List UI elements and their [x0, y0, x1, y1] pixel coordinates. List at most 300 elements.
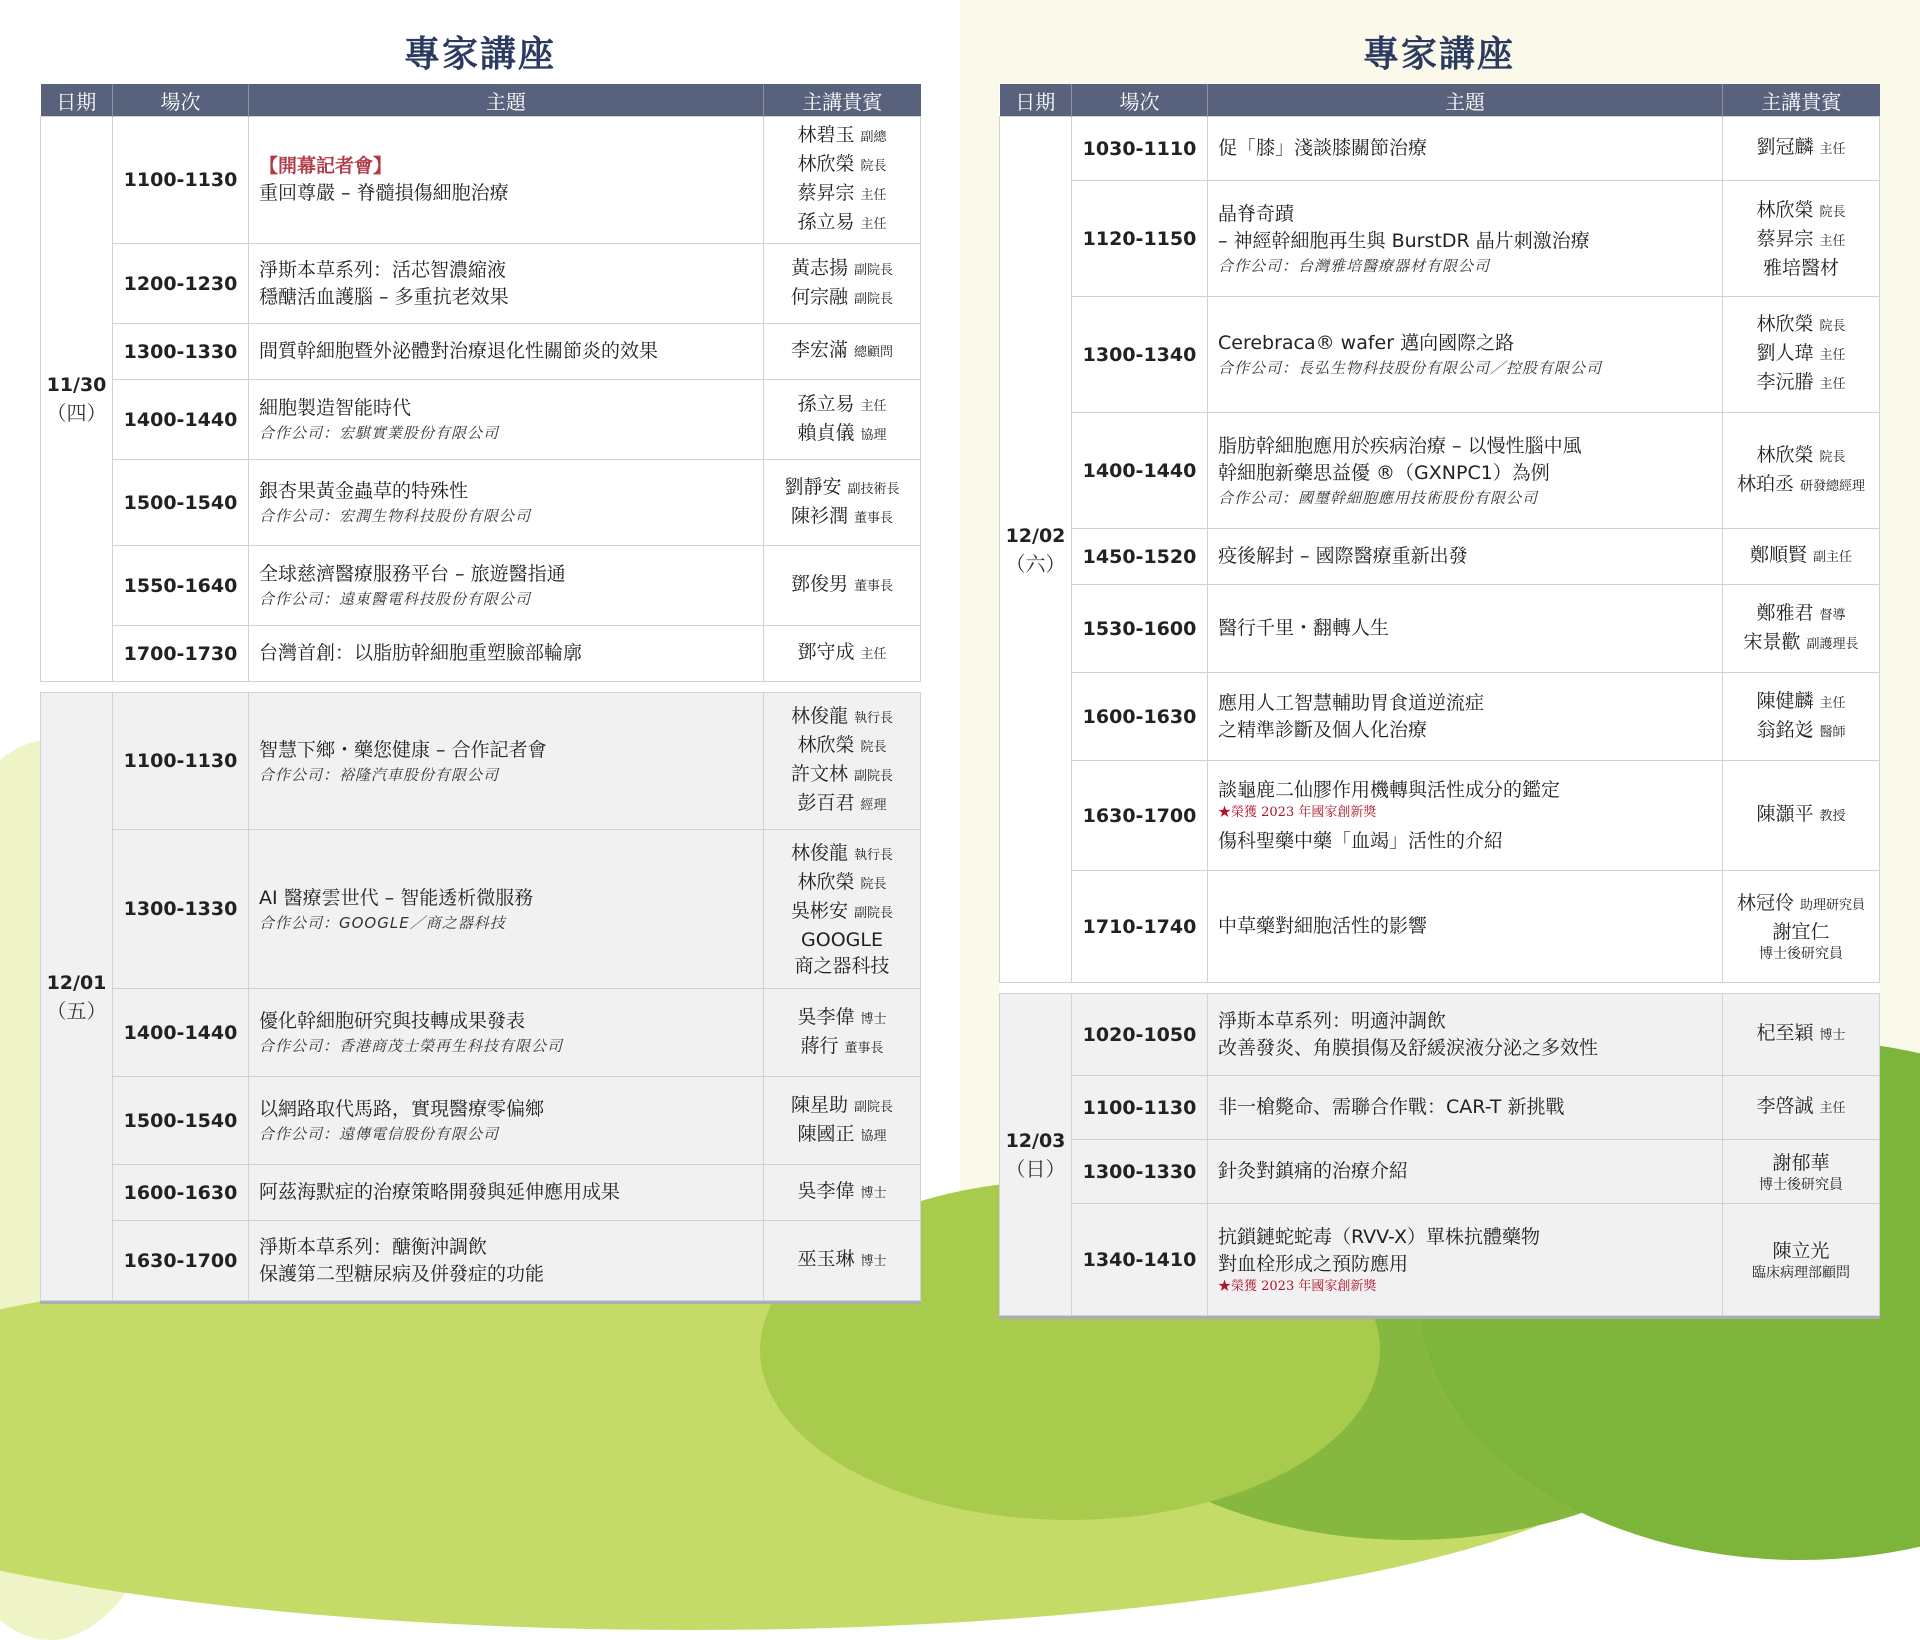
speaker-name: 劉冠麟: [1756, 136, 1814, 158]
topic-cell: [249, 460, 764, 546]
speaker-name: 林碧玉: [797, 124, 855, 146]
speaker: [768, 790, 916, 819]
speaker-name: 黃志揚: [790, 256, 848, 279]
partner-company: 合作公司：宏潤生物科技股份有限公司: [259, 507, 532, 525]
topic-line: 智慧下鄉・藥您健康 – 合作記者會: [259, 738, 547, 761]
header-topic: 主題: [249, 84, 764, 117]
partner-company: 合作公司：長弘生物科技股份有限公司／控股有限公司: [1218, 359, 1603, 377]
speaker: [1727, 717, 1875, 746]
speaker-name: 李沅膡: [1756, 371, 1814, 393]
speaker-title: 副院長: [854, 769, 894, 784]
topic-cell: [1208, 117, 1723, 181]
speaker: [768, 1004, 916, 1033]
topic-cell: [1208, 529, 1723, 585]
session-time: 1600-1630: [1072, 673, 1208, 761]
speaker-name: 陳灝平: [1756, 803, 1814, 825]
speaker-name: 鄧守成: [797, 641, 855, 663]
partner-company: 合作公司：國璽幹細胞應用技術股份有限公司: [1218, 488, 1539, 507]
day-separator-cell: [1000, 983, 1880, 994]
speaker: [1727, 688, 1875, 717]
topic-line: 應用人工智慧輔助胃食道逆流症: [1218, 691, 1485, 714]
speaker-name: 商之器科技: [794, 954, 890, 977]
topic-cell: [1208, 413, 1723, 529]
table-header-row: [1000, 84, 1880, 117]
table-row: [41, 989, 921, 1077]
speaker-cell: [1723, 1140, 1880, 1204]
speaker-cell: [764, 546, 921, 626]
speaker-cell: [764, 830, 921, 989]
table-row: [1000, 297, 1880, 413]
table-row: [41, 830, 921, 989]
right-page-title: 專家講座: [1362, 34, 1515, 75]
speaker: [768, 1121, 916, 1150]
day-separator: [1000, 983, 1880, 994]
topic-line: 淨斯本草系列：醣衡沖調飲: [259, 1235, 488, 1258]
speaker: [1727, 369, 1875, 398]
speaker-cell: [764, 693, 921, 830]
partner-company: 合作公司：台灣雅培醫療器材有限公司: [1218, 256, 1491, 275]
speaker-title: 博士: [1819, 1028, 1846, 1043]
speaker: [768, 840, 916, 869]
session-time: 1030-1110: [1072, 117, 1208, 181]
speaker: [1727, 600, 1875, 629]
speaker-title: 總顧問: [854, 345, 894, 360]
speaker-name: 巫玉琳: [797, 1248, 855, 1270]
speaker-title: 主任: [1819, 1101, 1846, 1116]
speaker: [768, 869, 916, 898]
date-cell: [1000, 117, 1072, 983]
session-time: 1710-1740: [1072, 871, 1208, 983]
speaker-title: 協理: [860, 1128, 887, 1144]
session-time: 1400-1440: [1072, 413, 1208, 529]
speaker-note: 博士後研究員: [1759, 946, 1843, 962]
speaker-cell: [764, 1077, 921, 1165]
topic-line: 優化幹細胞研究與技轉成果發表: [259, 1010, 526, 1032]
session-time: 1500-1540: [113, 460, 249, 546]
topic-cell: [249, 324, 764, 380]
speaker-title: 主任: [860, 647, 887, 662]
speaker-cell: [1723, 529, 1880, 585]
speaker: [768, 337, 916, 366]
session-time: 1530-1600: [1072, 585, 1208, 673]
table-row: [41, 460, 921, 546]
topic-line: 傷科聖藥中藥「血竭」活性的介紹: [1218, 829, 1504, 852]
speaker: [768, 420, 916, 449]
speaker-cell: [1723, 1076, 1880, 1140]
speaker-title: 主任: [860, 398, 887, 414]
speaker-cell: [1723, 181, 1880, 297]
speaker-title: 研發總經理: [1800, 478, 1866, 494]
table-row: [41, 626, 921, 682]
speaker: [768, 639, 916, 668]
speaker: [1727, 890, 1875, 919]
speaker-name: 蔣行: [800, 1034, 839, 1057]
award-note: ★榮獲 2023 年國家創新獎: [1218, 1278, 1377, 1294]
speaker-name: 林欣榮: [1756, 313, 1814, 335]
partner-company: 合作公司：香港商茂士榮再生科技有限公司: [259, 1037, 564, 1055]
speaker-name: 陳星助: [790, 1093, 848, 1116]
topic-line: 銀杏果黃金蟲草的特殊性: [259, 480, 469, 502]
topic-cell: [1208, 761, 1723, 871]
speaker: [1727, 1020, 1875, 1049]
speaker: [768, 703, 916, 732]
speaker-title: 董事長: [854, 510, 894, 526]
speaker-cell: [1723, 585, 1880, 673]
topic-line: 全球慈濟醫療服務平台 – 旅遊醫指通: [259, 563, 566, 585]
topic-cell: [249, 380, 764, 460]
speaker-cell: [764, 989, 921, 1077]
speaker-name: 謝郁華: [1772, 1151, 1830, 1174]
speaker-title: 助理研究員: [1800, 898, 1866, 913]
speaker: [1727, 919, 1875, 945]
speaker-title: 院長: [1819, 204, 1846, 220]
speaker-title: 主任: [860, 188, 887, 203]
table-row: [41, 380, 921, 460]
speaker-name: 林欣榮: [1756, 443, 1814, 466]
date-label: 11/30: [46, 374, 107, 396]
left-schedule-table: [40, 84, 921, 1301]
session-time: 1300-1330: [113, 830, 249, 989]
speaker-name: 鄭雅君: [1756, 601, 1814, 624]
speaker-cell: [1723, 413, 1880, 529]
topic-line: 間質幹細胞暨外泌體對治療退化性關節炎的效果: [259, 340, 659, 362]
speaker: [1727, 629, 1875, 658]
speaker-cell: [764, 117, 921, 244]
table-row: [1000, 1204, 1880, 1316]
session-time: 1700-1730: [113, 626, 249, 682]
header-speaker: 主講貴賓: [764, 84, 921, 117]
speaker-title: 董事長: [844, 1040, 884, 1056]
speaker: [768, 180, 916, 209]
speaker-title: 副主任: [1813, 550, 1853, 565]
session-time: 1400-1440: [113, 380, 249, 460]
speaker-title: 主任: [1819, 233, 1846, 249]
speaker-cell: [764, 1165, 921, 1221]
speaker-cell: [1723, 761, 1880, 871]
speaker-name: 翁銘彣: [1756, 718, 1814, 741]
speaker: [768, 391, 916, 420]
speaker-title: 博士: [860, 1011, 887, 1027]
right-schedule-table: [999, 84, 1880, 1316]
session-time: 1100-1130: [113, 693, 249, 830]
speaker-title: 院長: [1819, 449, 1846, 465]
speaker-title: 副院長: [854, 291, 894, 307]
table-row: [1000, 871, 1880, 983]
speaker-name: 蔡昇宗: [1756, 227, 1814, 250]
topic-line: 重回尊嚴 – 脊髓損傷細胞治療: [259, 182, 509, 204]
speaker-title: 副院長: [854, 1099, 894, 1115]
topic-line: 晶脊奇蹟: [1218, 202, 1295, 225]
speaker-name: 陳立光: [1772, 1239, 1830, 1262]
speaker-title: 主任: [860, 217, 887, 232]
day-separator-cell: [41, 682, 921, 693]
speaker-note: 博士後研究員: [1759, 1176, 1843, 1193]
speaker-name: 林俊龍: [790, 841, 848, 864]
speaker-name: 雅培醫材: [1762, 256, 1839, 279]
topic-line: AI 醫療雲世代 – 智能透析微服務: [259, 886, 534, 909]
topic-line: 醫行千里・翻轉人生: [1218, 617, 1390, 639]
table-row: [1000, 1140, 1880, 1204]
speaker: [768, 122, 916, 151]
topic-line: 淨斯本草系列：明適沖調飲: [1218, 1009, 1447, 1032]
left-page-title: 專家講座: [403, 34, 556, 75]
topic-cell: [1208, 297, 1723, 413]
speaker-title: 副護理長: [1806, 636, 1859, 652]
speaker: [1727, 197, 1875, 226]
topic-line: Cerebraca® wafer 邁向國際之路: [1218, 332, 1515, 354]
speaker-name: 林欣榮: [797, 734, 855, 756]
topic-cell: [249, 989, 764, 1077]
table-row: [1000, 673, 1880, 761]
topic-cell: [249, 830, 764, 989]
session-time: 1500-1540: [113, 1077, 249, 1165]
session-time: 1300-1330: [113, 324, 249, 380]
speaker-cell: [1723, 871, 1880, 983]
topic-line: 幹細胞新藥思益優 ®（GXNPC1）為例: [1218, 461, 1550, 484]
speaker-title: 院長: [1819, 319, 1846, 334]
day-of-week: （五）: [46, 998, 107, 1023]
session-time: 1300-1330: [1072, 1140, 1208, 1204]
speaker-title: 博士: [860, 1186, 887, 1201]
header-session: 場次: [113, 84, 249, 117]
speaker-name: 李啓誠: [1756, 1095, 1814, 1117]
topic-cell: [1208, 1140, 1723, 1204]
speaker-title: 副技術長: [847, 481, 900, 497]
speaker-title: 副院長: [854, 262, 894, 278]
date-label: 12/01: [46, 971, 107, 994]
speaker-name: 林欣榮: [797, 153, 855, 175]
speaker: [1727, 311, 1875, 340]
topic-line: 疫後解封 – 國際醫療重新出發: [1218, 545, 1468, 567]
speaker-name: 鄧俊男: [790, 573, 848, 595]
topic-line: 談龜鹿二仙膠作用機轉與活性成分的鑑定: [1218, 778, 1561, 801]
speaker-name: 杞至穎: [1756, 1022, 1814, 1044]
table-row: [1000, 585, 1880, 673]
partner-company: 合作公司：GOOGLE／商之器科技: [259, 913, 506, 932]
speaker-title: 院長: [860, 740, 887, 755]
session-time: 1100-1130: [1072, 1076, 1208, 1140]
date-label: 12/03: [1005, 1129, 1066, 1152]
topic-cell: [1208, 585, 1723, 673]
day-of-week: （四）: [46, 401, 107, 425]
speaker: [1727, 1238, 1875, 1264]
topic-line: 對血栓形成之預防應用: [1218, 1252, 1409, 1275]
award-note: ★榮獲 2023 年國家創新獎: [1218, 804, 1377, 820]
speaker-title: 院長: [860, 876, 887, 892]
speaker-cell: [1723, 673, 1880, 761]
speaker: [768, 1246, 916, 1275]
session-time: 1100-1130: [113, 117, 249, 244]
topic-line: 細胞製造智能時代: [259, 397, 412, 419]
topic-cell: [1208, 871, 1723, 983]
speaker-name: 何宗融: [790, 285, 848, 308]
table-row: [1000, 1076, 1880, 1140]
topic-line: 保護第二型糖尿病及併發症的功能: [259, 1262, 545, 1285]
speaker: [1727, 801, 1875, 830]
header-session: 場次: [1072, 84, 1208, 117]
table-row: [1000, 413, 1880, 529]
session-time: 1630-1700: [113, 1221, 249, 1301]
speaker: [768, 732, 916, 761]
table-row: [41, 546, 921, 626]
topic-cell: [249, 693, 764, 830]
topic-cell: [249, 117, 764, 244]
speaker: [1727, 471, 1875, 500]
session-time: 1200-1230: [113, 244, 249, 324]
partner-company: 合作公司：裕隆汽車股份有限公司: [259, 765, 500, 784]
speaker: [768, 255, 916, 284]
table-row: [1000, 117, 1880, 181]
speaker-title: 主任: [1819, 695, 1846, 711]
session-time: 1020-1050: [1072, 994, 1208, 1076]
speaker-cell: [1723, 297, 1880, 413]
header-date: 日期: [41, 84, 113, 117]
table-row: [41, 324, 921, 380]
topic-line: 促「膝」淺談膝關節治療: [1218, 137, 1428, 159]
speaker-name: 宋景歡: [1743, 630, 1801, 653]
speaker-name: 陳衫潤: [790, 504, 848, 527]
date-label: 12/02: [1005, 524, 1066, 547]
speaker-title: 主任: [1819, 377, 1846, 392]
table-row: [41, 693, 921, 830]
speaker: [768, 209, 916, 238]
speaker-title: 副總: [860, 130, 887, 145]
speaker-title: 督導: [1819, 607, 1846, 623]
speaker: [768, 898, 916, 927]
speaker-cell: [764, 626, 921, 682]
table-header-row: [41, 84, 921, 117]
speaker-name: 鄭順賢: [1749, 544, 1807, 566]
topic-cell: [249, 626, 764, 682]
speaker: [768, 571, 916, 600]
header-date: 日期: [1000, 84, 1072, 117]
speaker-name: 林欣榮: [797, 870, 855, 893]
speaker: [768, 284, 916, 313]
speaker-note: 臨床病理部顧問: [1752, 1264, 1850, 1281]
speaker-name: 陳健麟: [1756, 689, 1814, 712]
speaker: [768, 503, 916, 532]
speaker-title: 執行長: [854, 847, 894, 863]
day-of-week: （日）: [1005, 1156, 1066, 1181]
date-cell: [41, 693, 113, 1301]
session-time: 1120-1150: [1072, 181, 1208, 297]
partner-company: 合作公司：遠傳電信股份有限公司: [259, 1125, 500, 1143]
speaker: [1727, 134, 1875, 163]
table-row: [1000, 994, 1880, 1076]
topic-line: 中草藥對細胞活性的影響: [1218, 915, 1428, 937]
speaker-name: 陳國正: [797, 1122, 855, 1145]
speaker-name: 吳李偉: [797, 1180, 855, 1202]
event-tag: 【開幕記者會】: [259, 155, 393, 177]
session-time: 1300-1340: [1072, 297, 1208, 413]
speaker-name: 吳彬安: [790, 899, 848, 922]
session-time: 1340-1410: [1072, 1204, 1208, 1316]
speaker-name: 林珀丞: [1736, 472, 1794, 495]
speaker-cell: [764, 1221, 921, 1301]
topic-cell: [249, 1165, 764, 1221]
topic-line: 阿茲海默症的治療策略開發與延伸應用成果: [259, 1181, 621, 1203]
speaker-cell: [1723, 1204, 1880, 1316]
speaker-title: 副院長: [854, 905, 894, 921]
speaker-title: 執行長: [854, 711, 894, 726]
session-time: 1600-1630: [113, 1165, 249, 1221]
topic-cell: [249, 546, 764, 626]
speaker-title: 醫師: [1819, 724, 1846, 740]
topic-line: 非一槍斃命、需聯合作戰：CAR-T 新挑戰: [1218, 1096, 1565, 1118]
speaker-name: GOOGLE: [801, 928, 883, 951]
topic-cell: [249, 1221, 764, 1301]
topic-line: 之精準診斷及個人化治療: [1218, 718, 1428, 741]
speaker-name: 謝宜仁: [1772, 921, 1830, 943]
topic-cell: [1208, 994, 1723, 1076]
speaker-name: 林冠伶: [1736, 892, 1794, 914]
header-topic: 主題: [1208, 84, 1723, 117]
table-row: [41, 1165, 921, 1221]
speaker-title: 教授: [1819, 809, 1846, 824]
topic-cell: [1208, 673, 1723, 761]
topic-line: 針灸對鎮痛的治療介紹: [1218, 1160, 1409, 1182]
speaker: [768, 474, 916, 503]
topic-line: 抗鎖鏈蛇蛇毒（RVV-X）單株抗體藥物: [1218, 1225, 1540, 1248]
partner-company: 合作公司：宏騏實業股份有限公司: [259, 424, 500, 442]
topic-line: 穩醣活血護腦 – 多重抗老效果: [259, 285, 509, 308]
table-row: [1000, 529, 1880, 585]
speaker-name: 林俊龍: [790, 705, 848, 727]
speaker-cell: [764, 380, 921, 460]
speaker-cell: [764, 324, 921, 380]
speaker-title: 董事長: [854, 579, 894, 594]
speaker-title: 主任: [1819, 142, 1846, 157]
topic-cell: [249, 1077, 764, 1165]
speaker-cell: [1723, 117, 1880, 181]
speaker-name: 許文林: [790, 763, 848, 785]
topic-cell: [1208, 181, 1723, 297]
date-cell: [41, 117, 113, 682]
table-row: [41, 1221, 921, 1301]
speaker-cell: [764, 244, 921, 324]
table-row: [1000, 761, 1880, 871]
speaker: [1727, 1150, 1875, 1176]
speaker: [1727, 1093, 1875, 1122]
header-speaker: 主講貴賓: [1723, 84, 1880, 117]
speaker-name: 孫立易: [797, 392, 855, 415]
session-time: 1400-1440: [113, 989, 249, 1077]
table-row: [1000, 181, 1880, 297]
topic-line: 台灣首創：以脂肪幹細胞重塑臉部輪廓: [259, 642, 583, 664]
speaker-title: 博士: [860, 1254, 887, 1269]
speaker-name: 彭百君: [797, 792, 855, 814]
speaker-name: 孫立易: [797, 211, 855, 233]
day-separator: [41, 682, 921, 693]
speaker: [768, 953, 916, 979]
speaker: [768, 761, 916, 790]
speaker-title: 協理: [860, 427, 887, 443]
session-time: 1550-1640: [113, 546, 249, 626]
speaker-name: 吳李偉: [797, 1005, 855, 1028]
session-time: 1450-1520: [1072, 529, 1208, 585]
topic-line: 淨斯本草系列：活芯智濃縮液: [259, 258, 507, 281]
topic-line: – 神經幹細胞再生與 BurstDR 晶片刺激治療: [1218, 229, 1590, 252]
table-row: [41, 244, 921, 324]
speaker: [768, 151, 916, 180]
topic-cell: [249, 244, 764, 324]
speaker-name: 李宏滿: [790, 339, 848, 361]
speaker: [1727, 226, 1875, 255]
day-of-week: （六）: [1005, 551, 1066, 576]
speaker: [1727, 340, 1875, 369]
speaker: [768, 1178, 916, 1207]
speaker-name: 林欣榮: [1756, 198, 1814, 221]
